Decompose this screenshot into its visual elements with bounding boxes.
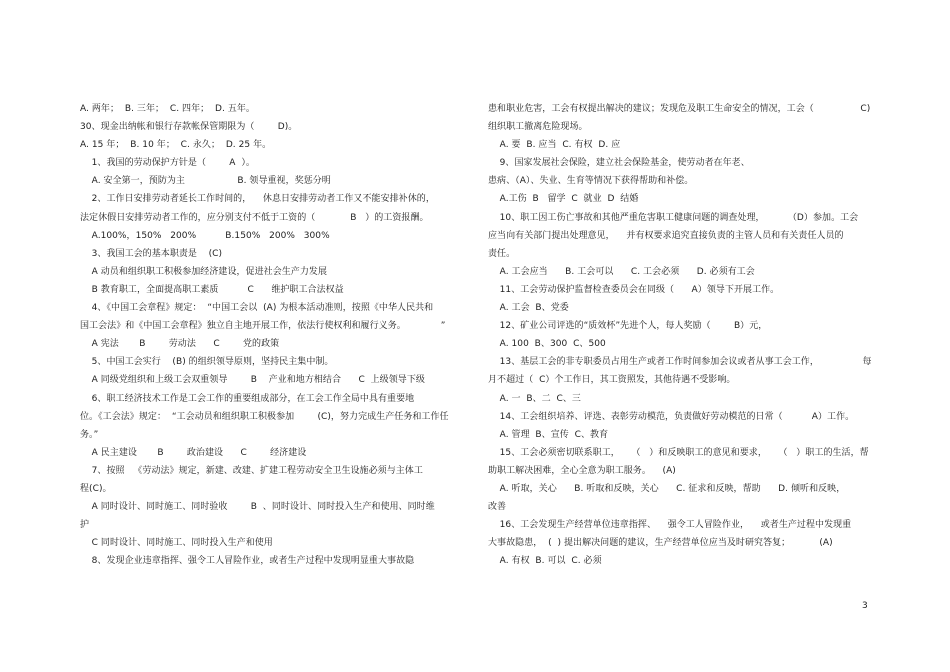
text-line: 6、职工经济技术工作是工会工作的重要组成部分，在工会工作全局中具有重要地: [80, 393, 415, 404]
text-line: 14、工会组织培养、评选、表彰劳动模范，负责做好劳动模范的日常（ A）工作。: [488, 411, 855, 422]
text-line: 8、发现企业违章指挥、强令工人冒险作业，或者生产过程中发现明显重大事故隐: [80, 556, 415, 567]
text-line: 助职工解决困难，全心全意为职工服务。 (A): [488, 465, 676, 476]
text-line: A 宪法 B 劳动法 C 党的政策: [80, 339, 280, 350]
left-text-column: [80, 100, 452, 570]
text-line: 患病、（A）、失业、生育等情况下获得帮助和补偿。: [488, 176, 694, 187]
text-line: A. 有权 B. 可以 C. 必须: [488, 556, 602, 567]
text-line: 患和职业危害，工会有权提出解决的建议；发现危及职工生命安全的情况，工会（ C): [488, 104, 871, 114]
text-line: 组织职工撤离危险现场。: [488, 122, 588, 133]
text-line: 月不超过（ C）个工作日，其工资照发，其他待遇不受影响。: [488, 375, 736, 386]
text-line: A. 一 B、二 C、三: [488, 393, 581, 404]
text-line: 法定休假日安排劳动者工作的，应分别支付不低于工资的（ B ）的工资报酬。: [80, 212, 429, 223]
text-line: A 动员和组织职工积极参加经济建设，促进社会生产力发展: [80, 266, 328, 277]
text-line: 5、中国工会实行 (B) 的组织领导原则，坚持民主集中制。: [80, 357, 334, 368]
text-line: A. 管理 B、宣传 C、教育: [488, 429, 609, 440]
text-line: 程(C)。: [80, 483, 112, 494]
text-line: 15、工会必须密切联系职工， （ ）和反映职工的意见和要求， （ ）职工的生活，帮: [488, 447, 869, 458]
text-line: 2、工作日安排劳动者延长工作时间的， 休息日安排劳动者工作又不能安排补休的，: [80, 194, 435, 205]
text-line: A. 15 年； B. 10 年； C. 永久； D. 25 年。: [80, 140, 272, 151]
text-line: A 同级党组织和上级工会双重领导 B 产业和地方相结合 C 上级领导下级: [80, 375, 425, 386]
text-line: A. 要 B. 应当 C. 有权 D. 应: [488, 140, 621, 151]
text-line: A. 100 B、300 C、500: [488, 339, 606, 350]
text-line: 13、基层工会的非专职委员占用生产或者工作时间参加会议或者从事工会工作， 每: [488, 357, 872, 368]
page-number: 3: [862, 601, 868, 611]
text-line: 9、国家发展社会保险，建立社会保险基金，使劳动者在年老、: [488, 158, 750, 169]
text-line: 护: [80, 520, 90, 531]
text-line: 4、《中国工会章程》规定： “中国工会以 (A) 为根本活动准则，按照《中华人民共和: [80, 303, 434, 314]
text-line: 大事故隐患， ( ) 提出解决问题的建议，生产经营单位应当及时研究答复； (A): [488, 538, 833, 549]
text-line: A. 工会应当 B. 工会可以 C. 工会必须 D. 必须有工会: [488, 266, 755, 277]
text-line: 国工会法》和《中国工会章程》独立自主地开展工作，依法行使权利和履行义务。 ”: [80, 321, 446, 332]
text-line: 11、工会劳动保护监督检查委员会在同级（ A）领导下开展工作。: [488, 284, 780, 295]
text-line: A.100%，150% 200% B.150% 200% 300%: [80, 230, 330, 241]
text-line: A 民主建设 B 政治建设 C 经济建设: [80, 447, 307, 458]
text-line: A. 工会 B、党委: [488, 303, 569, 314]
text-line: 应当向有关部门提出处理意见， 并有权要求追究直接负责的主管人员和有关责任人员的: [488, 230, 844, 241]
text-line: 1、我国的劳动保护方针是（ A ）。: [80, 158, 255, 169]
right-text-column: [488, 100, 872, 570]
text-line: 位。《工会法》规定： “工会动员和组织职工积极参加 (C)，努力完成生产任务和工作任: [80, 411, 449, 422]
text-line: 7、按照 《劳动法》规定，新建、改建、扩建工程劳动安全卫生设施必须与主体工: [80, 465, 423, 476]
text-line: 16、工会发现生产经营单位违章指挥、 强令工人冒险作业， 或者生产过程中发现重: [488, 520, 852, 531]
text-line: A. 听取，关心 B. 听取和反映，关心 C. 征求和反映，帮助 D. 倾听和反映，: [488, 483, 846, 494]
text-line: A 同时设计、同时施工、同时验收 B 、同时设计、同时投入生产和使用、同时维: [80, 502, 435, 513]
text-line: A. 安全第一，预防为主 B. 领导重视，奖惩分明: [80, 176, 331, 187]
text-line: 改善: [488, 502, 507, 513]
text-line: 10、职工因工伤亡事故和其他严重危害职工健康问题的调查处理， （D）参加。工会: [488, 212, 859, 223]
text-line: 责任。: [488, 248, 516, 259]
text-line: 务。”: [80, 429, 99, 440]
text-line: 12、矿业公司评选的“质效杯”先进个人，每人奖励（ B）元，: [488, 321, 768, 332]
text-line: A.工伤 B 留学 C 就业 D 结婚: [488, 194, 639, 205]
text-line: A. 两年； B. 三年； C. 四年； D. 五年。: [80, 104, 255, 114]
text-line: 3、我国工会的基本职责是 (C): [80, 248, 223, 259]
text-line: 30、现金出纳帐和银行存款帐保管期限为（ D)。: [80, 122, 298, 133]
text-line: B 教育职工，全面提高职工素质 C 维护职工合法权益: [80, 284, 344, 295]
text-line: C 同时设计、同时施工、同时投入生产和使用: [80, 538, 273, 549]
